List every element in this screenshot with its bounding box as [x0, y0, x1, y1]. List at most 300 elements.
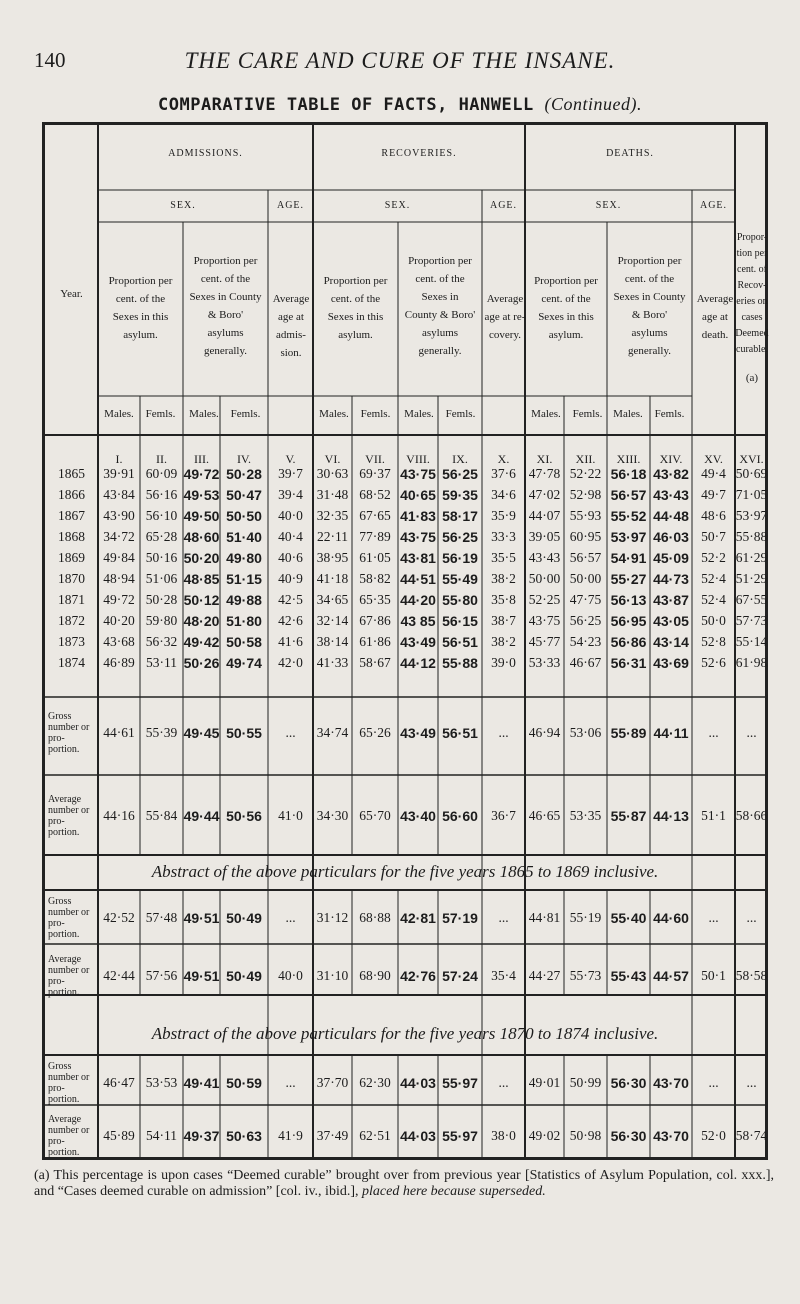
summary-cell: 54·11	[146, 1128, 177, 1143]
abstract-1-title: Abstract of the above particulars for the five years 1865 to 1869 inclusive.	[151, 862, 659, 881]
data-cell: 46·03	[653, 529, 689, 545]
row-year: 1867	[58, 508, 85, 523]
data-cell: 50·69	[735, 466, 768, 481]
proportion-county-heading: Proportion per cent. of the Sexes in County & Boro' asylums generally.	[613, 255, 686, 357]
data-cell: 55·27	[610, 571, 647, 587]
data-cell: 35·8	[491, 592, 516, 607]
deaths-heading: DEATHS.	[606, 148, 654, 159]
males-heading: Males.	[613, 408, 643, 420]
data-cell: 67·86	[359, 613, 391, 628]
data-cell: 35·5	[491, 550, 516, 565]
data-cell: 44·73	[653, 571, 689, 587]
data-cell: 50·00	[528, 571, 561, 586]
data-cell: 67·65	[359, 508, 391, 523]
data-cell: 39·0	[491, 655, 516, 670]
data-cell: 56·10	[145, 508, 178, 523]
data-cell: 50·0	[701, 613, 726, 628]
summary-cell: 44·61	[103, 725, 135, 740]
summary-cell: 49·51	[183, 910, 220, 926]
femls-heading: Femls.	[145, 408, 176, 420]
data-cell: 48·6	[701, 508, 726, 523]
sex-band: SEX.	[384, 200, 411, 211]
data-cell: 52·4	[701, 592, 726, 607]
row-year: 1874	[58, 655, 85, 670]
column-number: IV.	[236, 452, 252, 466]
data-cell: 61·98	[735, 655, 768, 670]
data-cell: 51·15	[226, 571, 262, 587]
summary-cell: 34·74	[316, 725, 349, 740]
data-cell: 53·33	[528, 655, 561, 670]
femls-heading: Femls.	[572, 408, 603, 420]
summary-cell: 46·47	[103, 1075, 135, 1090]
year-heading: Year.	[60, 288, 83, 300]
data-cell: 40·9	[278, 571, 303, 586]
data-cell: 58·17	[442, 508, 478, 524]
summary-cell: 42·81	[400, 910, 436, 926]
proportion-asylum-heading: Proportion per cent. of the Sexes in this asylum.	[323, 275, 388, 341]
footnote	[34, 1168, 774, 1200]
data-cell: 55·93	[569, 508, 602, 523]
data-cell: 38·2	[491, 571, 516, 586]
summary-cell: 46·94	[528, 725, 561, 740]
data-cell: 56·25	[442, 466, 478, 482]
average-age-heading: Average age at admis-sion.	[272, 293, 310, 359]
summary-cell: 37·49	[316, 1128, 349, 1143]
males-heading: Males.	[104, 408, 134, 420]
femls-heading: Femls.	[230, 408, 261, 420]
data-cell: 52·6	[701, 655, 726, 670]
summary-cell: ...	[285, 910, 296, 925]
summary-cell: 42·44	[103, 968, 135, 983]
data-cell: 52·25	[528, 592, 561, 607]
data-cell: 32·35	[316, 508, 349, 523]
summary-cell: ...	[285, 1075, 296, 1090]
proportion-county-heading: Proportion per cent. of the Sexes in County & Boro' asylums generally.	[404, 255, 476, 357]
summary-cell: ...	[498, 910, 509, 925]
summary-cell: 43·70	[653, 1075, 689, 1091]
data-cell: 77·89	[359, 529, 391, 544]
data-cell: 50·7	[701, 529, 726, 544]
data-cell: 49·50	[183, 508, 220, 524]
data-cell: 55·49	[442, 571, 478, 587]
data-cell: 54·91	[610, 550, 647, 566]
data-cell: 61·86	[359, 634, 391, 649]
data-cell: 40·0	[278, 508, 303, 523]
data-cell: 51·29	[735, 571, 768, 586]
data-cell: 32·14	[316, 613, 349, 628]
age-band: AGE.	[276, 200, 305, 211]
data-cell: 51·06	[145, 571, 178, 586]
summary-cell: 44·60	[653, 910, 689, 926]
data-cell: 41·6	[278, 634, 303, 649]
column-number: IX.	[452, 452, 468, 466]
data-cell: 68·52	[359, 487, 391, 502]
data-cell: 39·91	[103, 466, 135, 481]
data-cell: 50·58	[226, 634, 262, 650]
summary-cell: 44·13	[653, 808, 689, 824]
data-cell: 40·20	[103, 613, 135, 628]
data-cell: 42·6	[278, 613, 303, 628]
recoveries-heading: RECOVERIES.	[381, 148, 457, 159]
summary-cell: ...	[746, 910, 757, 925]
data-cell: 37·6	[491, 466, 516, 481]
summary-cell: 49·01	[528, 1075, 561, 1090]
column-number: V.	[285, 452, 296, 466]
data-cell: 38·2	[491, 634, 516, 649]
data-cell: 49·72	[103, 592, 135, 607]
data-cell: 43·75	[400, 529, 436, 545]
summary-cell: 58·66	[735, 808, 768, 823]
row-year: 1873	[58, 634, 85, 649]
summary-cell: ...	[285, 725, 296, 740]
summary-cell: ...	[498, 725, 509, 740]
data-cell: 58·82	[359, 571, 391, 586]
data-cell: 43 85	[400, 613, 436, 629]
summary-cell: 49·41	[183, 1075, 220, 1091]
data-cell: 61·05	[359, 550, 391, 565]
summary-cell: 42·76	[400, 968, 436, 984]
data-cell: 52·4	[701, 571, 726, 586]
data-cell: 46·67	[569, 655, 602, 670]
summary-cell: 68·88	[359, 910, 391, 925]
summary-cell: 57·56	[145, 968, 178, 983]
femls-heading: Femls.	[654, 408, 685, 420]
data-cell: 56·25	[569, 613, 602, 628]
summary-cell: 51·1	[701, 808, 726, 823]
running-title: THE CARE AND CURE OF THE INSANE.	[184, 48, 616, 73]
summary-cell: ...	[498, 1075, 509, 1090]
femls-heading: Femls.	[360, 408, 391, 420]
data-cell: 43·90	[103, 508, 135, 523]
data-cell: 57·73	[735, 613, 768, 628]
column-number: VI.	[324, 452, 341, 466]
summary-cell: 68·90	[359, 968, 391, 983]
data-cell: 52·98	[569, 487, 602, 502]
summary-cell: 37·70	[316, 1075, 349, 1090]
data-cell: 44·12	[400, 655, 436, 671]
data-cell: 50·12	[183, 592, 220, 608]
age-band: AGE.	[489, 200, 518, 211]
summary-cell: 57·48	[145, 910, 178, 925]
data-cell: 47·02	[528, 487, 561, 502]
summary-row-label: Average number or pro-portion.	[48, 954, 90, 998]
sex-band: SEX.	[595, 200, 622, 211]
data-cell: 59·80	[145, 613, 178, 628]
data-cell: 56·16	[145, 487, 178, 502]
data-cell: 55·88	[735, 529, 768, 544]
summary-cell: 65·26	[359, 725, 391, 740]
summary-cell: 58·58	[735, 968, 768, 983]
row-year: 1868	[58, 529, 85, 544]
data-cell: 43·69	[653, 655, 689, 671]
data-cell: 50·26	[183, 655, 220, 671]
summary-cell: ...	[708, 1075, 719, 1090]
data-cell: 49·53	[183, 487, 220, 503]
males-heading: Males.	[189, 408, 219, 420]
sex-band: SEX.	[170, 200, 196, 211]
data-cell: 30·63	[316, 466, 349, 481]
column-number: VII.	[365, 452, 385, 466]
data-cell: 44·48	[653, 508, 689, 524]
data-cell: 34·6	[491, 487, 516, 502]
data-cell: 49·80	[226, 550, 262, 566]
data-cell: 61·29	[735, 550, 768, 565]
data-cell: 49·84	[103, 550, 135, 565]
summary-row-label: Average number or pro-portion.	[48, 1114, 90, 1158]
summary-cell: 38·0	[491, 1128, 516, 1143]
average-age-heading: Average age at death.	[696, 293, 734, 341]
column-number: XVI.	[739, 452, 764, 466]
summary-row-label: Gross number or pro-portion.	[48, 1061, 90, 1105]
data-cell: 71·05	[735, 487, 768, 502]
row-year: 1870	[58, 571, 85, 586]
summary-cell: 52·0	[701, 1128, 726, 1143]
row-year: 1869	[58, 550, 85, 565]
data-cell: 56·57	[569, 550, 602, 565]
data-cell: 49·42	[183, 634, 220, 650]
data-cell: 48·94	[103, 571, 135, 586]
data-cell: 53·11	[146, 655, 177, 670]
summary-cell: 50·49	[226, 968, 262, 984]
data-cell: 44·07	[528, 508, 561, 523]
data-cell: 38·7	[491, 613, 516, 628]
summary-cell: ...	[708, 725, 719, 740]
summary-cell: 55·73	[569, 968, 602, 983]
summary-cell: 55·43	[610, 968, 647, 984]
data-cell: 34·65	[316, 592, 349, 607]
summary-cell: 34·30	[316, 808, 349, 823]
data-cell: 59·35	[442, 487, 478, 503]
proportion-asylum-heading: Proportion per cent. of the Sexes in this asylum.	[534, 275, 598, 341]
data-cell: 39·7	[278, 466, 303, 481]
data-cell: 50·00	[569, 571, 602, 586]
summary-cell: 55·40	[610, 910, 647, 926]
data-cell: 43·82	[653, 466, 689, 482]
summary-cell: 57·24	[442, 968, 478, 984]
data-cell: 43·43	[528, 550, 561, 565]
summary-cell: 49·44	[183, 808, 220, 824]
data-cell: 43·49	[400, 634, 436, 650]
data-cell: 43·43	[653, 487, 689, 503]
summary-cell: 53·53	[145, 1075, 178, 1090]
data-cell: 41·33	[316, 655, 349, 670]
data-cell: 55·80	[442, 592, 478, 608]
summary-cell: 35·4	[491, 968, 516, 983]
data-cell: 43·87	[653, 592, 689, 608]
summary-cell: 53·35	[569, 808, 602, 823]
data-cell: 34·72	[103, 529, 135, 544]
summary-cell: 31·12	[316, 910, 349, 925]
data-cell: 65·35	[359, 592, 391, 607]
femls-heading: Femls.	[445, 408, 476, 420]
data-cell: 40·65	[400, 487, 436, 503]
data-cell: 50·16	[145, 550, 178, 565]
summary-cell: 44·57	[653, 968, 689, 984]
summary-cell: 44·27	[528, 968, 561, 983]
row-year: 1871	[58, 592, 85, 607]
data-cell: 44·51	[400, 571, 436, 587]
summary-cell: 41·9	[278, 1128, 303, 1143]
data-cell: 40·6	[278, 550, 303, 565]
data-cell: 53·97	[610, 529, 647, 545]
data-cell: 60·09	[145, 466, 178, 481]
summary-cell: 55·39	[145, 725, 178, 740]
column-number: XI.	[536, 452, 553, 466]
data-cell: 43·68	[103, 634, 135, 649]
males-heading: Males.	[404, 408, 434, 420]
column-number: XV.	[704, 452, 723, 466]
data-cell: 43·81	[400, 550, 436, 566]
summary-cell: 44·11	[653, 725, 689, 741]
proportion-county-heading: Proportion per cent. of the Sexes in County & Boro' asylums generally.	[189, 255, 262, 357]
row-year: 1872	[58, 613, 85, 628]
average-age-heading: Average age at re-covery.	[484, 293, 526, 341]
data-cell: 51·40	[226, 529, 262, 545]
proportion-asylum-heading: Proportion per cent. of the Sexes in this asylum.	[108, 275, 173, 341]
summary-row-label: Average number or pro-portion.	[48, 794, 90, 838]
summary-cell: 41·0	[278, 808, 303, 823]
data-cell: 49·7	[701, 487, 726, 502]
data-cell: 40·4	[278, 529, 303, 544]
data-cell: 31·48	[316, 487, 349, 502]
data-cell: 35·9	[491, 508, 516, 523]
data-cell: 56·13	[610, 592, 647, 608]
data-cell: 33·3	[491, 529, 516, 544]
summary-cell: 55·19	[569, 910, 602, 925]
summary-cell: 44·03	[400, 1128, 436, 1144]
data-cell: 41·83	[400, 508, 436, 524]
summary-cell: 56·30	[610, 1128, 647, 1144]
summary-cell: ...	[746, 725, 757, 740]
data-cell: 55·88	[442, 655, 478, 671]
summary-cell: 36·7	[491, 808, 516, 823]
summary-cell: 50·55	[226, 725, 262, 741]
abstract-2-title: Abstract of the above particulars for the five years 1870 to 1874 inclusive.	[151, 1024, 659, 1043]
summary-row-label: Gross number or pro-portion.	[48, 896, 90, 940]
summary-cell: 50·98	[569, 1128, 602, 1143]
data-cell: 50·28	[226, 466, 262, 482]
data-cell: 56·25	[442, 529, 478, 545]
data-cell: 45·09	[653, 550, 689, 566]
data-cell: 56·95	[610, 613, 647, 629]
column-number: XIII.	[616, 452, 641, 466]
summary-cell: 45·89	[103, 1128, 135, 1143]
summary-cell: 46·65	[528, 808, 561, 823]
footnote-text: (a) This percentage is upon cases “Deemed curable” brought over from previous year [Statistics of Asylum Population, col. xxx.], and “Cases deemed curable on admission” [col. iv., ibid.],	[34, 1168, 774, 1199]
footnote-marker: (a)	[745, 372, 759, 384]
summary-row-label: Gross number or pro-portion.	[48, 711, 90, 755]
data-cell: 50·28	[145, 592, 178, 607]
age-band: AGE.	[699, 200, 728, 211]
data-cell: 42·5	[278, 592, 303, 607]
data-cell: 56·86	[610, 634, 647, 650]
data-cell: 56·57	[610, 487, 647, 503]
data-cell: 52·8	[701, 634, 726, 649]
summary-cell: 50·49	[226, 910, 262, 926]
summary-cell: 65·70	[359, 808, 391, 823]
data-cell: 67·55	[735, 592, 768, 607]
data-cell: 39·4	[278, 487, 303, 502]
data-cell: 50·47	[226, 487, 262, 503]
recoveries-proportion-heading: Propor-tion per cent. of Recov-eries on cases Deemed curable.	[735, 232, 769, 355]
summary-cell: 43·40	[400, 808, 436, 824]
summary-cell: ...	[708, 910, 719, 925]
data-cell: 56·51	[442, 634, 478, 650]
summary-cell: 43·70	[653, 1128, 689, 1144]
data-cell: 54·23	[569, 634, 602, 649]
summary-cell: 50·56	[226, 808, 262, 824]
data-cell: 45·77	[528, 634, 561, 649]
data-cell: 65·28	[145, 529, 178, 544]
data-cell: 46·89	[103, 655, 135, 670]
data-cell: 56·31	[610, 655, 647, 671]
summary-cell: 56·60	[442, 808, 478, 824]
data-cell: 55·14	[735, 634, 768, 649]
data-cell: 50·50	[226, 508, 262, 524]
summary-cell: 57·19	[442, 910, 478, 926]
data-cell: 43·05	[653, 613, 689, 629]
column-number: XII.	[575, 452, 596, 466]
summary-cell: 43·49	[400, 725, 436, 741]
data-cell: 43·14	[653, 634, 689, 650]
data-cell: 43·75	[528, 613, 561, 628]
data-cell: 49·88	[226, 592, 262, 608]
summary-cell: 55·84	[145, 808, 178, 823]
data-cell: 49·72	[183, 466, 220, 482]
males-heading: Males.	[319, 408, 349, 420]
data-cell: 49·4	[701, 466, 726, 481]
data-cell: 52·22	[569, 466, 602, 481]
data-cell: 58·67	[359, 655, 391, 670]
summary-cell: 40·0	[278, 968, 303, 983]
data-cell: 56·18	[610, 466, 647, 482]
summary-cell: 55·87	[610, 808, 647, 824]
summary-cell: 55·89	[610, 725, 647, 741]
data-cell: 49·74	[226, 655, 262, 671]
summary-cell: 50·99	[569, 1075, 602, 1090]
table-title-suffix: (Continued).	[544, 94, 642, 114]
summary-cell: 58·74	[735, 1128, 768, 1143]
column-number: I.	[115, 452, 123, 466]
data-cell: 60·95	[569, 529, 602, 544]
column-number: III.	[194, 452, 209, 466]
data-cell: 56·32	[145, 634, 178, 649]
column-number: XIV.	[659, 452, 683, 466]
data-cell: 47·78	[528, 466, 561, 481]
summary-cell: 53·06	[569, 725, 602, 740]
data-cell: 38·95	[316, 550, 349, 565]
summary-cell: 50·63	[226, 1128, 262, 1144]
summary-cell: 49·37	[183, 1128, 220, 1144]
summary-cell: 62·51	[359, 1128, 391, 1143]
footnote-italic: placed here because superseded.	[362, 1184, 546, 1199]
summary-cell: 50·59	[226, 1075, 262, 1091]
summary-cell: 42·52	[103, 910, 135, 925]
data-cell: 48·20	[183, 613, 220, 629]
data-cell: 48·60	[183, 529, 220, 545]
summary-cell: 49·02	[528, 1128, 561, 1143]
data-cell: 69·37	[359, 466, 391, 481]
admissions-heading: ADMISSIONS.	[168, 148, 243, 159]
data-cell: 55·52	[610, 508, 647, 524]
row-year: 1866	[58, 487, 85, 502]
data-cell: 42·0	[278, 655, 303, 670]
data-cell: 47·75	[569, 592, 602, 607]
summary-cell: 62·30	[359, 1075, 391, 1090]
data-cell: 53·97	[735, 508, 768, 523]
data-cell: 44·20	[400, 592, 436, 608]
data-cell: 48·85	[183, 571, 220, 587]
